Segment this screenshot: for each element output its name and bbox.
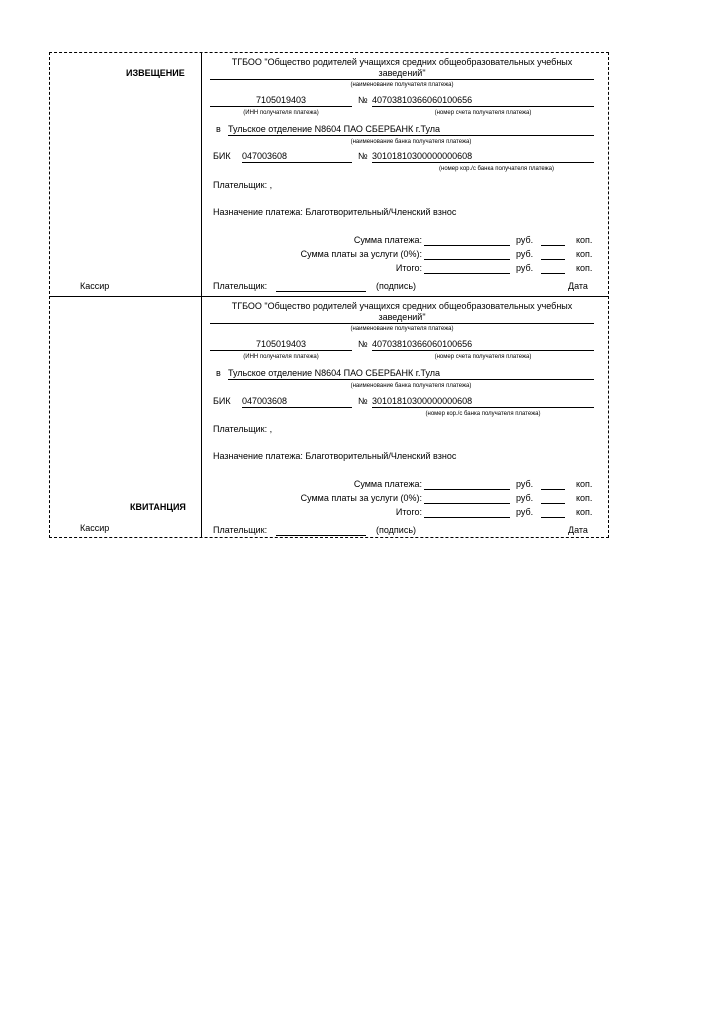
fee-rub-field: [424, 259, 510, 260]
fee-rub-field: [424, 503, 510, 504]
bik-label: БИК: [213, 151, 231, 161]
payer-line: Плательщик: ,: [213, 180, 273, 190]
rub-label: руб.: [516, 249, 534, 259]
bank-name: Тульское отделение N8604 ПАО СБЕРБАНК г.Тула: [228, 124, 594, 136]
sum-kop-field: [541, 245, 565, 246]
account-prefix: №: [358, 339, 368, 349]
bank-prefix: в: [216, 368, 221, 378]
sum-label: Сумма платежа:: [353, 235, 422, 245]
bik-label: БИК: [213, 396, 231, 406]
rub-label: руб.: [516, 263, 534, 273]
account-caption: (номер счета получателя платежа): [434, 110, 532, 116]
account-prefix: №: [358, 95, 368, 105]
total-rub-field: [424, 517, 510, 518]
total-kop-field: [541, 517, 565, 518]
signature-field: [276, 535, 366, 536]
account-caption: (номер счета получателя платежа): [434, 354, 532, 360]
inn-value: 7105019403: [210, 339, 352, 351]
rub-label: руб.: [516, 493, 534, 503]
cashier-label: Кассир: [80, 523, 110, 533]
bank-prefix: в: [216, 124, 221, 134]
corr-value: 30101810300000000608: [372, 151, 594, 163]
recipient-caption: (наименование получателя платежа): [350, 326, 454, 332]
kop-label: коп.: [576, 263, 593, 273]
total-rub-field: [424, 273, 510, 274]
bank-caption: (наименование банка получателя платежа): [350, 383, 472, 389]
bik-value: 047003608: [242, 396, 352, 408]
rub-label: руб.: [516, 507, 534, 517]
inn-caption: (ИНН получателя платежа): [243, 110, 319, 116]
recipient-name: ТГБОО "Общество родителей учащихся средних общеобразовательных учебных заведений": [210, 57, 594, 80]
corr-prefix: №: [358, 396, 368, 406]
payment-purpose: Назначение платежа: Благотворительный/Членский взнос: [213, 207, 457, 217]
date-label: Дата: [568, 525, 588, 535]
corr-prefix: №: [358, 151, 368, 161]
account-value: 40703810366060100656: [372, 339, 594, 351]
kop-label: коп.: [576, 249, 593, 259]
fee-label: Сумма платы за услуги (0%):: [300, 493, 422, 503]
signer-label: Плательщик:: [213, 281, 268, 291]
receipt-title: КВИТАНЦИЯ: [130, 502, 186, 512]
kop-label: коп.: [576, 493, 593, 503]
date-label: Дата: [568, 281, 588, 291]
fee-kop-field: [541, 503, 565, 504]
notice-title: ИЗВЕЩЕНИЕ: [126, 68, 185, 78]
signature-caption: (подпись): [376, 525, 417, 535]
sum-rub-field: [424, 245, 510, 246]
payer-line: Плательщик: ,: [213, 424, 273, 434]
bank-caption: (наименование банка получателя платежа): [350, 139, 472, 145]
account-value: 40703810366060100656: [372, 95, 594, 107]
column-divider: [201, 52, 202, 538]
inn-value: 7105019403: [210, 95, 352, 107]
recipient-name: ТГБОО "Общество родителей учащихся средних общеобразовательных учебных заведений": [210, 301, 594, 324]
recipient-caption: (наименование получателя платежа): [350, 82, 454, 88]
kop-label: коп.: [576, 507, 593, 517]
bank-name: Тульское отделение N8604 ПАО СБЕРБАНК г.Тула: [228, 368, 594, 380]
kop-label: коп.: [576, 479, 593, 489]
sum-label: Сумма платежа:: [353, 479, 422, 489]
sum-rub-field: [424, 489, 510, 490]
signature-caption: (подпись): [376, 281, 417, 291]
corr-caption: (номер кор./с банка получателя платежа): [439, 166, 554, 172]
signature-field: [276, 291, 366, 292]
payment-purpose: Назначение платежа: Благотворительный/Членский взнос: [213, 451, 457, 461]
fee-kop-field: [541, 259, 565, 260]
total-label: Итого:: [395, 263, 422, 273]
total-kop-field: [541, 273, 565, 274]
total-label: Итого:: [395, 507, 422, 517]
rub-label: руб.: [516, 479, 534, 489]
rub-label: руб.: [516, 235, 534, 245]
inn-caption: (ИНН получателя платежа): [243, 354, 319, 360]
kop-label: коп.: [576, 235, 593, 245]
cashier-label: Кассир: [80, 281, 110, 291]
bik-value: 047003608: [242, 151, 352, 163]
signer-label: Плательщик:: [213, 525, 268, 535]
section-divider: [49, 296, 609, 297]
corr-caption: (номер кор./с банка получателя платежа): [425, 411, 541, 417]
corr-value: 30101810300000000608: [372, 396, 594, 408]
fee-label: Сумма платы за услуги (0%):: [300, 249, 422, 259]
sum-kop-field: [541, 489, 565, 490]
